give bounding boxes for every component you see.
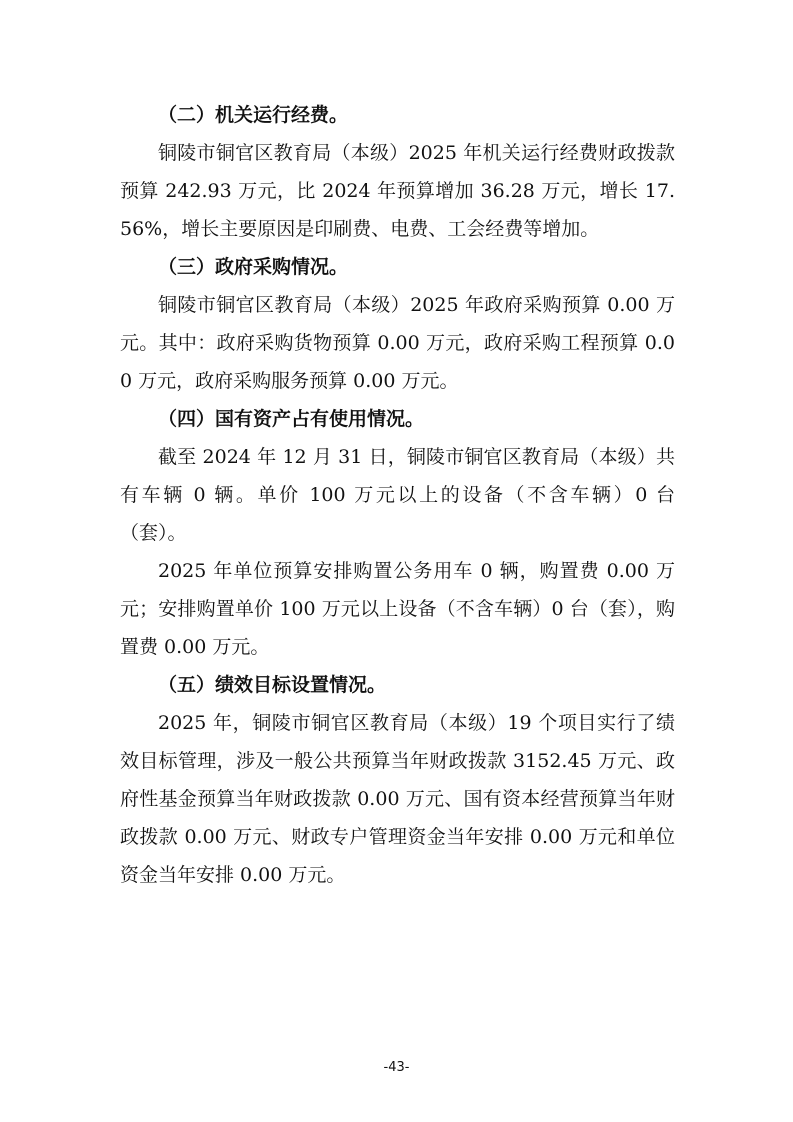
paragraph-operating-costs: 铜陵市铜官区教育局（本级）2025 年机关运行经费财政拨款预算 242.93 万元，比 2024 年预算增加 36.28 万元，增长 17.56%，增长主要原因是印刷费、电费、工会经费等增加。 [120, 142, 675, 240]
paragraph-state-assets-purchase: 2025 年单位预算安排购置公务用车 0 辆，购置费 0.00 万元；安排购置单价 100 万元以上设备（不含车辆）0 台（套），购置费 0.00 万元。 [120, 560, 675, 658]
document-body [120, 96, 675, 894]
section-heading-performance-targets: （五）绩效目标设置情况。 [158, 674, 387, 696]
section-heading-state-assets: （四）国有资产占有使用情况。 [158, 408, 425, 430]
section-heading-government-procurement: （三）政府采购情况。 [158, 256, 349, 278]
paragraph-state-assets-vehicles: 截至 2024 年 12 月 31 日，铜陵市铜官区教育局（本级）共有车辆 0 辆。单价 100 万元以上的设备（不含车辆）0 台（套）。 [120, 446, 675, 544]
section-heading-operating-costs: （二）机关运行经费。 [158, 104, 349, 126]
paragraph-performance-targets: 2025 年，铜陵市铜官区教育局（本级）19 个项目实行了绩效目标管理，涉及一般公共预算当年财政拨款 3152.45 万元、政府性基金预算当年财政拨款 0.00 万元、国有资本经营预算当年财政拨款 0.00 万元、财政专户管理资金当年安排 0.00 万元和单位资金当年安排 0.00 万元。 [120, 712, 675, 886]
paragraph-government-procurement: 铜陵市铜官区教育局（本级）2025 年政府采购预算 0.00 万元。其中：政府采购货物预算 0.00 万元，政府采购工程预算 0.00 万元，政府采购服务预算 0.00 万元。 [120, 294, 675, 392]
page-number: -43- [383, 1060, 410, 1075]
